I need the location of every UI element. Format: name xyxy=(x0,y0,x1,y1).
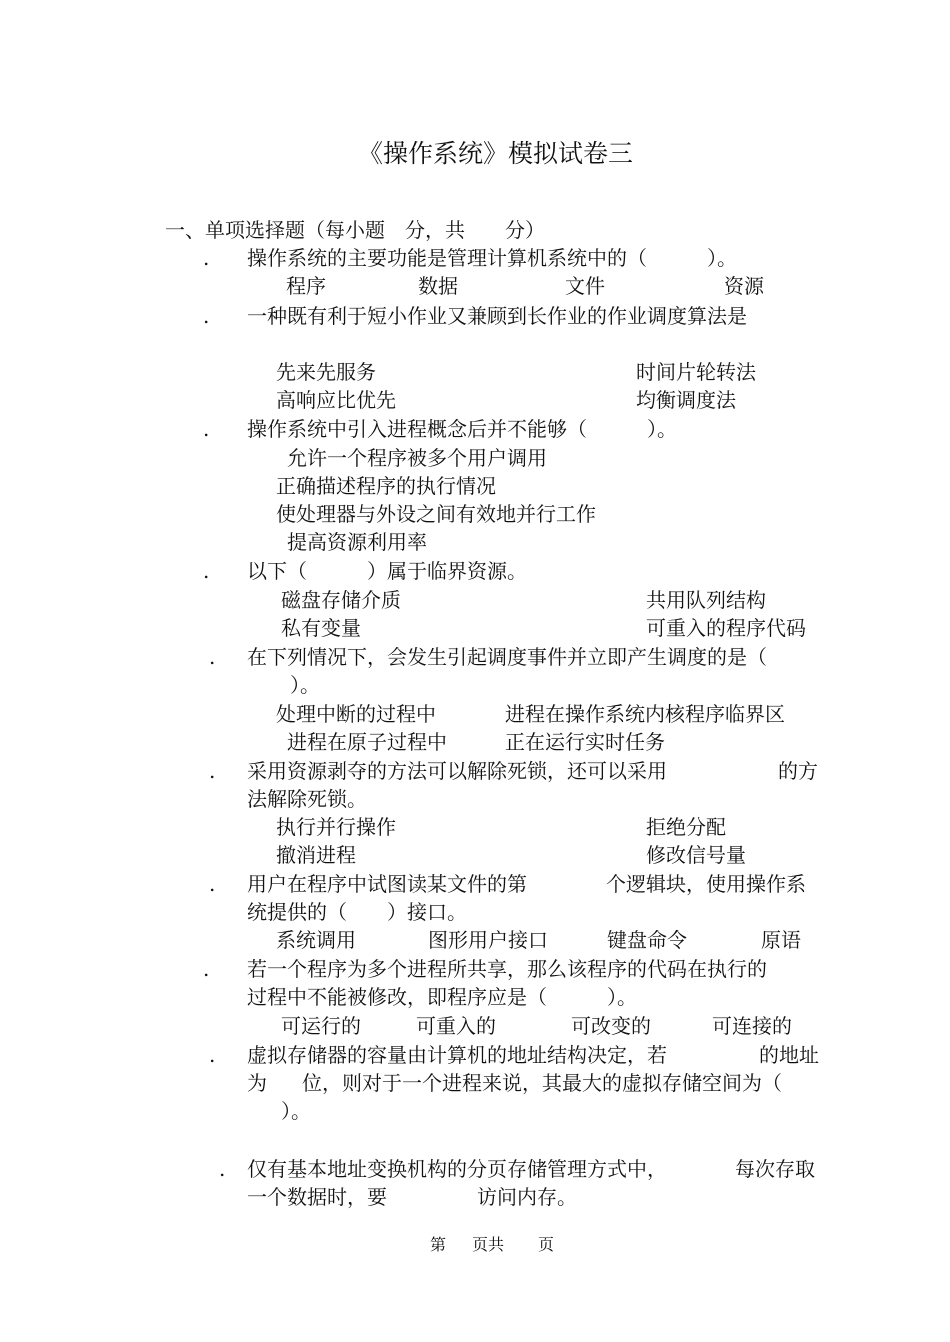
q5-stem-line2: ）。 xyxy=(290,673,320,697)
q4-option-b: 共用队列结构 xyxy=(646,588,766,612)
q3-stem: 操作系统中引入进程概念后并不能够（ ）。 xyxy=(247,417,677,441)
q3-option-d: 提高资源利用率 xyxy=(287,530,427,554)
q7-stem-line1: 用户在程序中试图读某文件的第 xyxy=(247,872,527,896)
q6-stem-line2: 法解除死锁。 xyxy=(247,787,367,811)
q10-number: . xyxy=(219,1157,226,1181)
q7-option-c: 键盘命令 xyxy=(607,928,687,952)
footer-page-prefix: 第 xyxy=(430,1235,447,1254)
q2-number: . xyxy=(203,304,210,328)
q9-number: . xyxy=(209,1043,216,1067)
q7-option-d: 原语 xyxy=(761,928,801,952)
q2-option-a: 先来先服务 xyxy=(276,360,376,384)
footer-page-middle: 页共 xyxy=(472,1235,505,1254)
q9-stem-line2a: 为 xyxy=(247,1071,267,1095)
q5-option-b: 进程在操作系统内核程序临界区 xyxy=(505,702,785,726)
q1-number: . xyxy=(203,246,210,270)
q5-option-c: 进程在原子过程中 xyxy=(287,730,447,754)
q2-option-c: 高响应比优先 xyxy=(276,388,396,412)
q4-option-c: 私有变量 xyxy=(281,616,361,640)
q2-stem: 一种既有利于短小作业又兼顾到长作业的作业调度算法是 xyxy=(247,304,747,328)
q1-option-c: 文件 xyxy=(565,274,605,298)
footer-page-suffix: 页 xyxy=(538,1235,555,1254)
q5-number: . xyxy=(209,645,216,669)
q6-option-b: 拒绝分配 xyxy=(646,815,726,839)
q9-stem-line1: 虚拟存储器的容量由计算机的地址结构决定，若 xyxy=(247,1043,667,1067)
q8-stem-line2: 过程中不能被修改，即程序应是（ ）。 xyxy=(247,985,637,1009)
q6-option-d: 修改信号量 xyxy=(646,843,746,867)
q6-number: . xyxy=(209,759,216,783)
q3-option-c: 使处理器与外设之间有效地并行工作 xyxy=(276,502,596,526)
q4-number: . xyxy=(203,559,210,583)
q3-number: . xyxy=(203,417,210,441)
q7-option-b: 图形用户接口 xyxy=(428,928,548,952)
q6-option-a: 执行并行操作 xyxy=(276,815,396,839)
q7-stem-line1-end: 个逻辑块，使用操作系 xyxy=(606,872,806,896)
q5-option-d: 正在运行实时任务 xyxy=(505,730,665,754)
q6-stem-line1: 采用资源剥夺的方法可以解除死锁，还可以采用 xyxy=(247,759,667,783)
q7-stem-line2: 统提供的（ ）接口。 xyxy=(247,900,467,924)
q8-number: . xyxy=(203,957,210,981)
q9-stem-line1-end: 的地址 xyxy=(759,1043,819,1067)
section-heading: 一、单项选择题（每小题 分，共 分） xyxy=(165,218,545,242)
q10-stem-line2a: 一个数据时，要 xyxy=(247,1185,387,1209)
q2-option-d: 均衡调度法 xyxy=(636,388,736,412)
q10-stem-line1-end: 每次存取 xyxy=(735,1157,815,1181)
q4-stem: 以下（ ）属于临界资源。 xyxy=(247,559,527,583)
q7-number: . xyxy=(209,872,216,896)
q1-option-a: 程序 xyxy=(286,274,326,298)
q9-stem-line2b: 位，则对于一个进程来说，其最大的虚拟存储空间为（ xyxy=(302,1071,782,1095)
q4-option-a: 磁盘存储介质 xyxy=(281,588,401,612)
q6-option-c: 撤消进程 xyxy=(276,843,356,867)
q9-stem-line3: ）。 xyxy=(281,1099,311,1123)
page-title: 《操作系统》模拟试卷三 xyxy=(358,139,634,168)
q4-option-d: 可重入的程序代码 xyxy=(646,616,806,640)
q1-option-d: 资源 xyxy=(724,274,764,298)
q2-option-b: 时间片轮转法 xyxy=(636,360,756,384)
q10-stem-line1: 仅有基本地址变换机构的分页存储管理方式中， xyxy=(247,1157,667,1181)
q5-option-a: 处理中断的过程中 xyxy=(276,702,436,726)
q3-option-a: 允许一个程序被多个用户调用 xyxy=(287,446,547,470)
q6-stem-line1-end: 的方 xyxy=(778,759,818,783)
q7-option-a: 系统调用 xyxy=(276,928,356,952)
q3-option-b: 正确描述程序的执行情况 xyxy=(276,474,496,498)
q8-option-a: 可运行的 xyxy=(281,1014,361,1038)
q8-option-b: 可重入的 xyxy=(416,1014,496,1038)
q8-option-c: 可改变的 xyxy=(571,1014,651,1038)
q1-stem: 操作系统的主要功能是管理计算机系统中的（ ）。 xyxy=(247,246,737,270)
q5-stem-line1: 在下列情况下，会发生引起调度事件并立即产生调度的是（ xyxy=(247,645,767,669)
q8-stem-line1: 若一个程序为多个进程所共享，那么该程序的代码在执行的 xyxy=(247,957,767,981)
q8-option-d: 可连接的 xyxy=(712,1014,792,1038)
q1-option-b: 数据 xyxy=(418,274,458,298)
q10-stem-line2b: 访问内存。 xyxy=(477,1185,577,1209)
